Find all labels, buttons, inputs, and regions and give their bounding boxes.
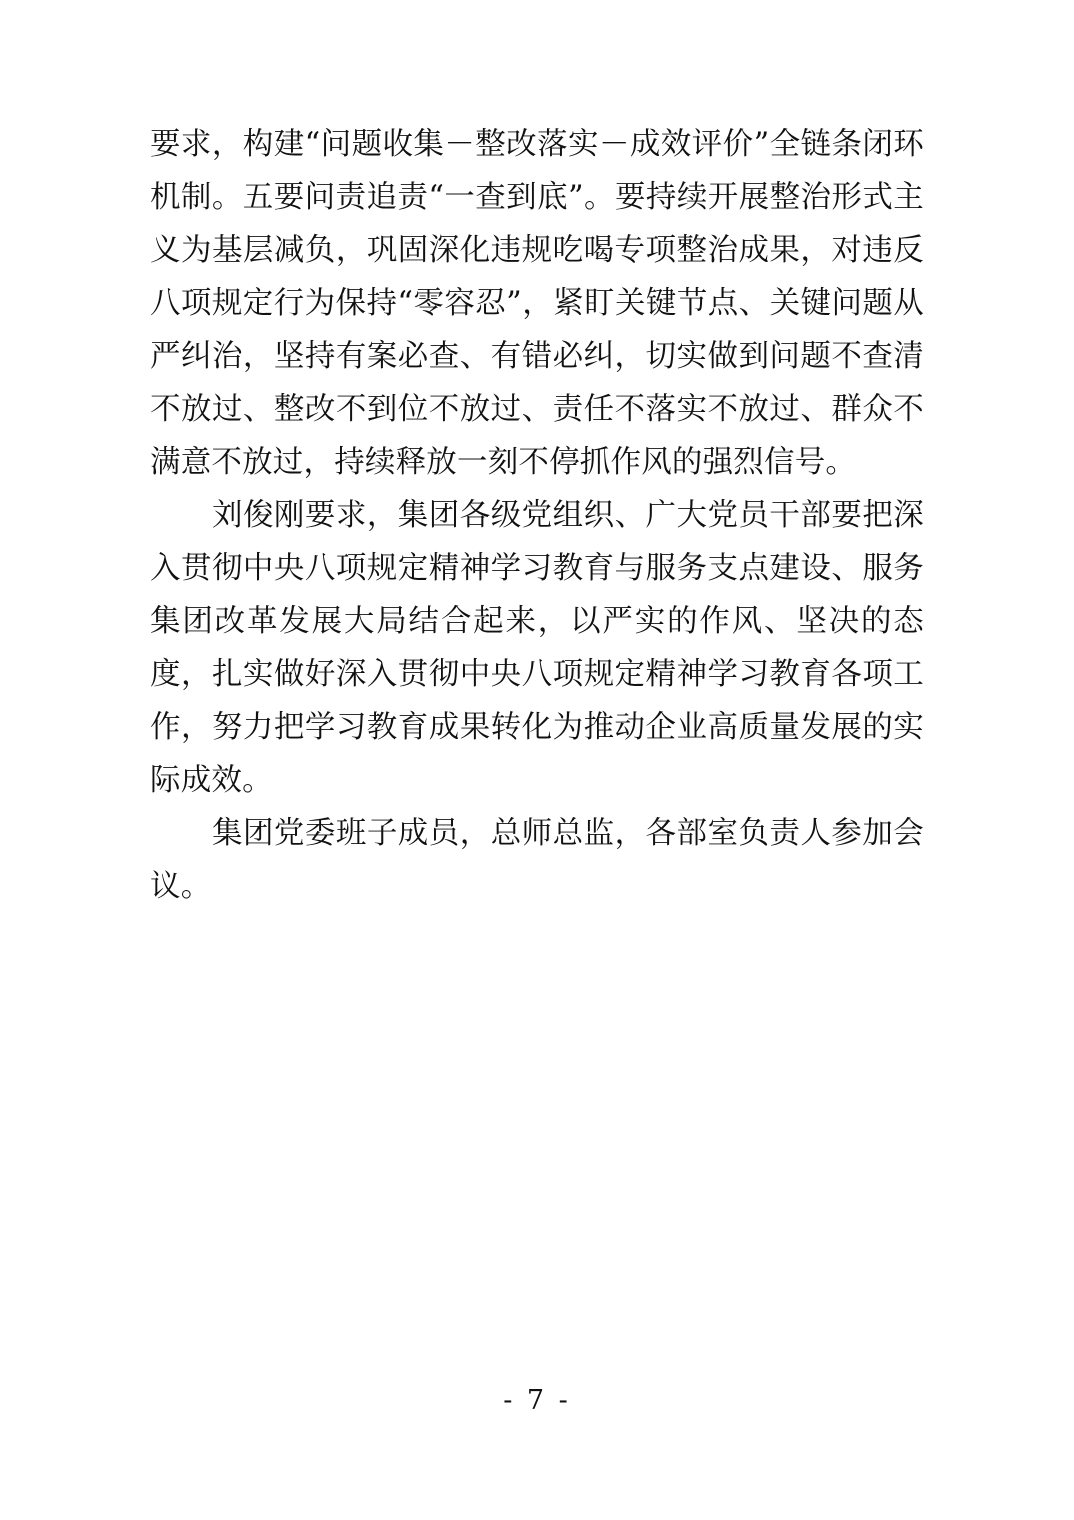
paragraph-3: 集团党委班子成员，总师总监，各部室负责人参加会议。: [150, 816, 924, 904]
document-body: [150, 118, 924, 913]
paragraph-2: 刘俊刚要求，集团各级党组织、广大党员干部要把深入贯彻中央八项规定精神学习教育与服务支点建设、服务集团改革发展大局结合起来，以严实的作风、坚决的态度，扎实做好深入贯彻中央八项规定精神学习教育各项工作，努力把学习教育成果转化为推动企业高质量发展的实际成效。: [150, 498, 924, 798]
paragraph-1: 要求，构建“问题收集－整改落实－成效评价”全链条闭环机制。五要问责追责“一查到底”。要持续开展整治形式主义为基层减负，巩固深化违规吃喝专项整治成果，对违反八项规定行为保持“零容忍”，紧盯关键节点、关键问题从严纠治，坚持有案必查、有错必纠，切实做到问题不查清不放过、整改不到位不放过、责任不落实不放过、群众不满意不放过，持续释放一刻不停抓作风的强烈信号。: [150, 127, 924, 480]
page-number: - 7 -: [503, 1385, 571, 1416]
